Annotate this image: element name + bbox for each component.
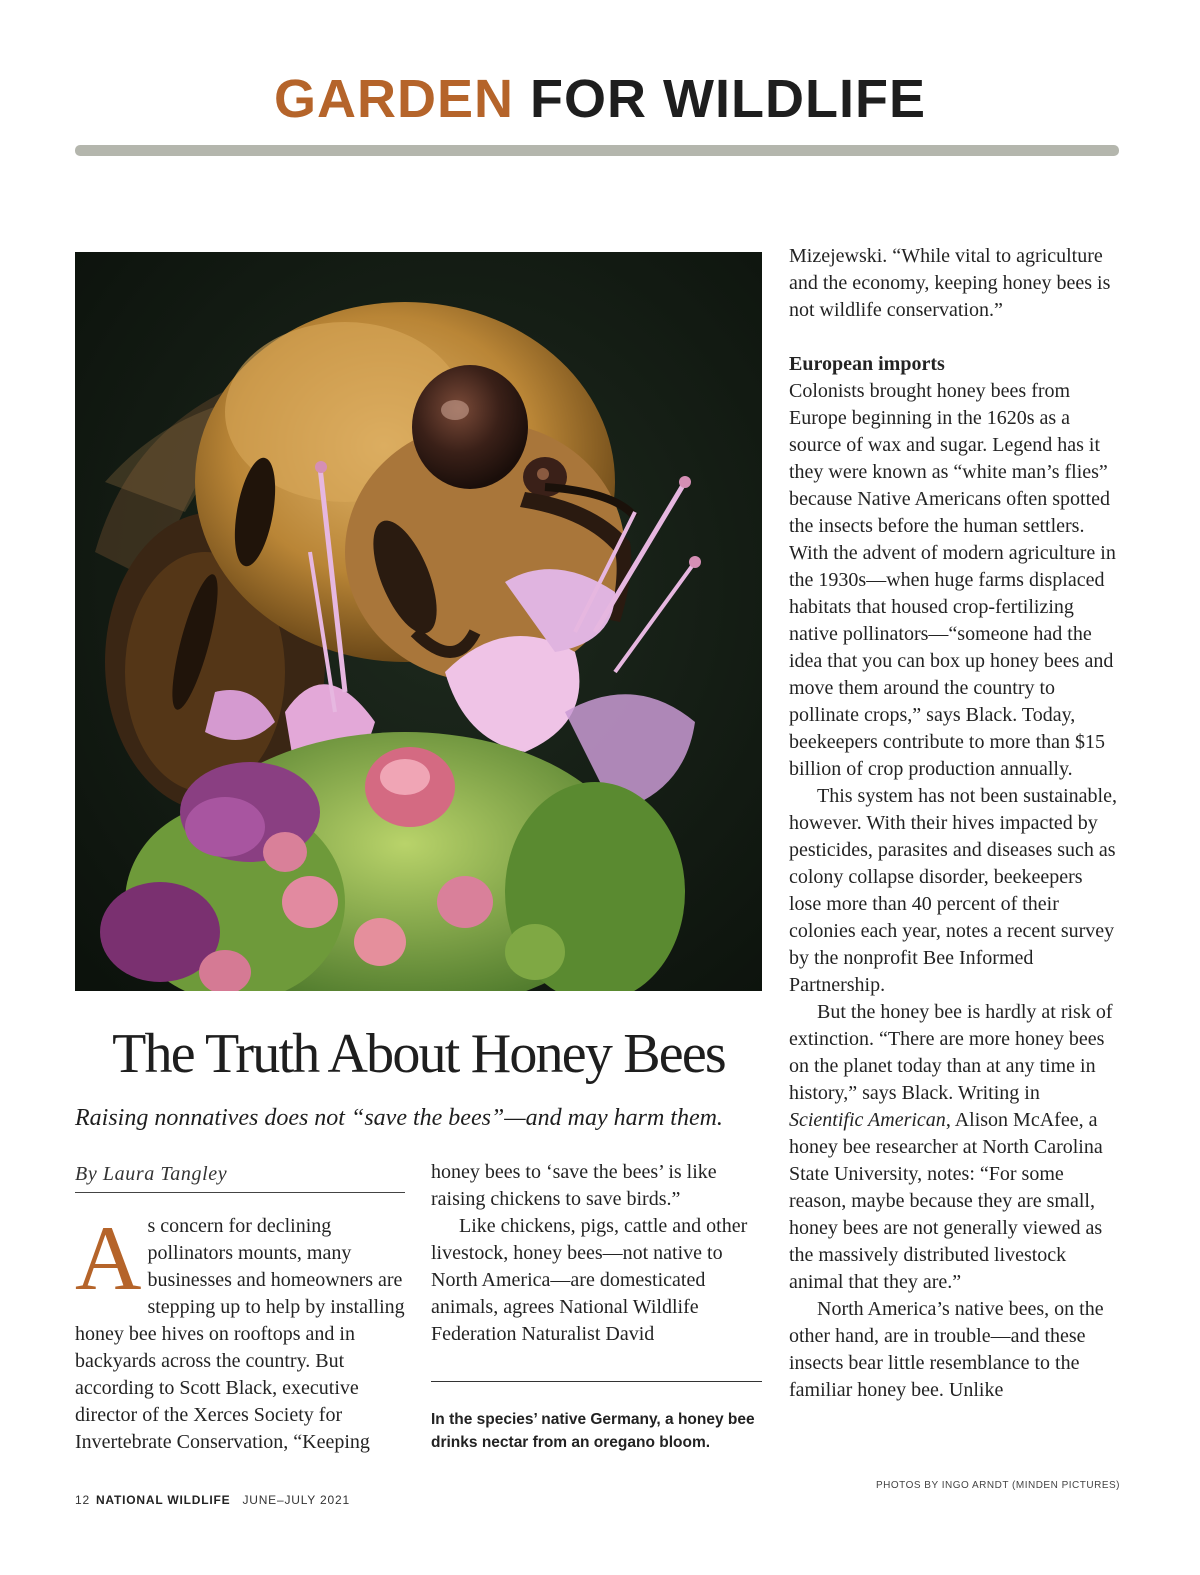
section-title [0, 68, 1200, 130]
caption-rule [431, 1381, 762, 1382]
lead-paragraph-text: s concern for declining pollinators mounts, many businesses and homeowners are stepping up to help by installing honey bee hives on rooftops and in backyards across the country. But according to Scott Black, executive director of the Xerces Society for Invertebrate Conservation, “Keeping [75, 1215, 405, 1453]
article-deck: Raising nonnatives does not “save the bees”—and may harm them. [75, 1105, 723, 1131]
bee-photo [75, 252, 762, 991]
header-rule [75, 145, 1119, 156]
column-2-paragraph: Like chickens, pigs, cattle and other livestock, honey bees—not native to North America—are domesticated animals, agrees National Wildlife Federation Naturalist David [431, 1215, 748, 1345]
column-3-paragraph: This system has not been sustainable, however. With their hives impacted by pesticides, parasites and diseases such as colony collapse disorder, beekeepers lose more than 40 percent of their colonies each year, notes a recent survey by the nonprofit Bee Informed Partnership. [789, 785, 1117, 996]
lead-paragraph [75, 1207, 405, 1456]
section-title-accent: GARDEN [274, 69, 515, 129]
publication-name: NATIONAL WILDLIFE [95, 1493, 231, 1507]
column-1 [75, 1207, 405, 1456]
subhead: European imports [789, 353, 945, 375]
column-3-paragraph: Mizejewski. “While vital to agriculture and the economy, keeping honey bees is not wildlife conservation.” [789, 245, 1111, 321]
issue-date: JUNE–JULY 2021 [242, 1493, 350, 1507]
column-3-paragraph [789, 999, 1119, 1296]
column-3-paragraph: Colonists brought honey bees from Europe beginning in the 1620s as a source of wax and sugar. Legend has it they were known as “white man’s flies” because Native Americans often spotted the insects before the human settlers. With the advent of modern agriculture in the 1930s—when huge farms displaced habitats that housed crop-fertilizing native pollinators—“someone had the idea that you can box up honey bees and move them around the country to pollinate crops,” says Black. Today, beekeepers contribute to more than $15 billion of crop production annually. [789, 380, 1116, 780]
drop-cap: A [75, 1207, 142, 1309]
article-headline: The Truth About Honey Bees [112, 1023, 725, 1085]
bee-illustration [75, 252, 762, 991]
photo-credit: PHOTOS BY INGO ARNDT (MINDEN PICTURES) [875, 1480, 1120, 1491]
column-2-paragraph: honey bees to ‘save the bees’ is like raising chickens to save birds.” [431, 1161, 717, 1210]
paragraph-text: But the honey bee is hardly at risk of extinction. “There are more honey bees on the planet today than at any time in history,” says Black. Writing in [789, 1001, 1113, 1104]
column-3-paragraph: North America’s native bees, on the other hand, are in trouble—and these insects bear little resemblance to the familiar honey bee. Unlike [789, 1298, 1104, 1401]
byline: By Laura Tangley [75, 1158, 405, 1193]
column-2 [431, 1159, 763, 1348]
section-title-rest: FOR WILDLIFE [530, 69, 926, 129]
column-3 [789, 243, 1119, 1404]
folio [75, 1493, 350, 1507]
page-number: 12 [75, 1493, 90, 1507]
paragraph-text: , Alison McAfee, a honey bee researcher at North Carolina State University, notes: “For some reason, maybe because they are small, honey bees are not generally viewed as the massively distributed livestock animal that they are.” [789, 1109, 1103, 1293]
publication-title: Scientific American [789, 1109, 946, 1131]
photo-caption: In the species’ native Germany, a honey bee drinks nectar from an oregano bloom. [431, 1411, 755, 1451]
